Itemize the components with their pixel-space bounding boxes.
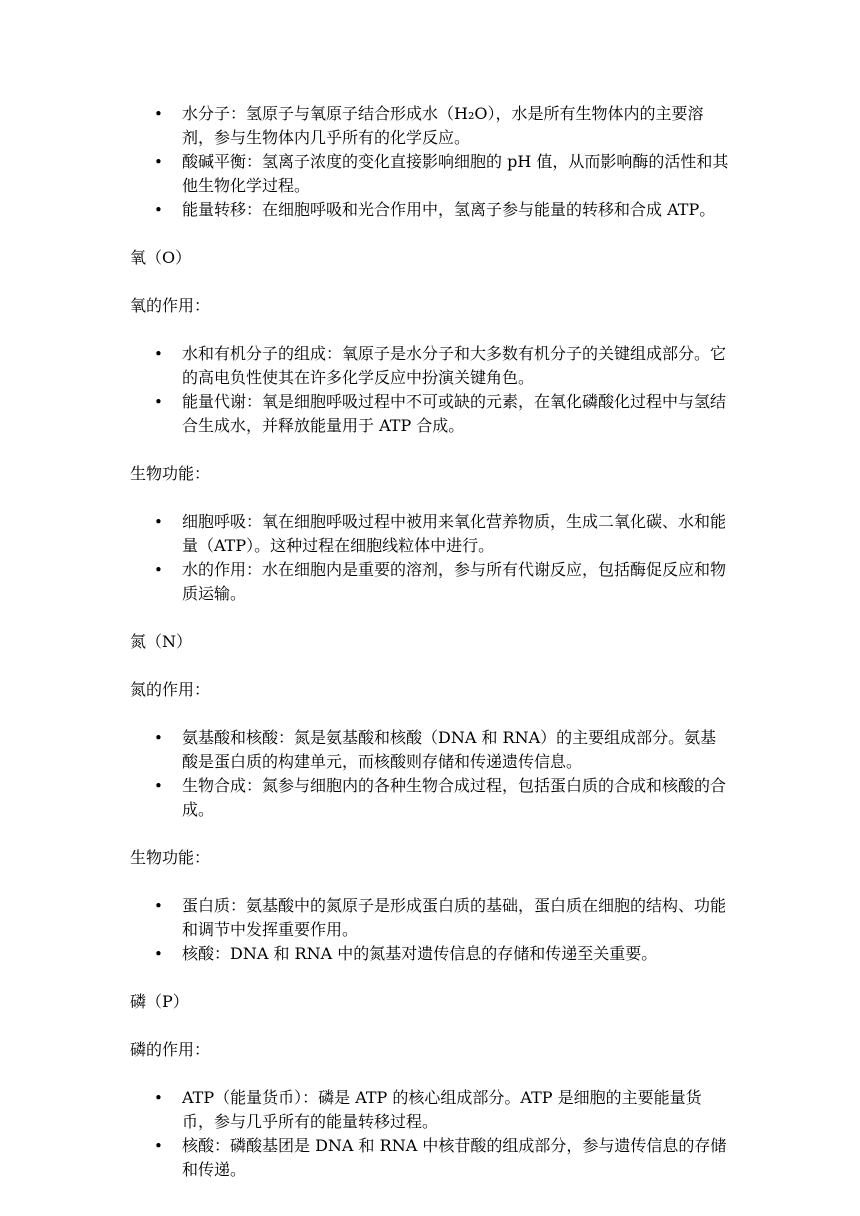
bullet-icon: •	[154, 105, 163, 123]
bullet-icon: •	[154, 393, 163, 411]
list-item: • 核酸：DNA 和 RNA 中的氮基对遗传信息的存储和传递至关重要。	[182, 942, 730, 966]
section-heading-phosphorus: 磷（P）	[130, 992, 189, 1011]
nitrogen-function-label: 生物功能：	[130, 848, 211, 867]
bullet-icon: •	[154, 945, 163, 963]
hydrogen-list	[130, 102, 730, 222]
list-item: • 生物合成：氮参与细胞内的各种生物合成过程，包括蛋白质的合成和核酸的合成。	[154, 776, 727, 819]
nitrogen-role-label: 氮的作用：	[130, 680, 211, 699]
bullet-icon: •	[154, 1137, 163, 1155]
list-item: • ATP（能量货币）：磷是 ATP 的核心组成部分。ATP 是细胞的主要能量货币，参与几乎所有的能量转移过程。	[154, 1088, 702, 1131]
list-item: • 水和有机分子的组成：氧原子是水分子和大多数有机分子的关键组成部分。它的高电负性使其在许多化学反应中扮演关键角色。	[154, 344, 727, 387]
list-item: • 水的作用：水在细胞内是重要的溶剂，参与所有代谢反应，包括酶促反应和物质运输。	[154, 560, 727, 603]
nitrogen-role-list	[130, 726, 730, 822]
bullet-icon: •	[154, 345, 163, 363]
bullet-icon: •	[154, 513, 163, 531]
oxygen-function-list	[130, 510, 730, 606]
list-item: • 蛋白质：氨基酸中的氮原子是形成蛋白质的基础，蛋白质在细胞的结构、功能和调节中发挥重要作用。	[154, 896, 727, 939]
list-item: • 酸碱平衡：氢离子浓度的变化直接影响细胞的 pH 值，从而影响酶的活性和其他生物化学过程。	[154, 152, 729, 195]
list-item: • 能量转移：在细胞呼吸和光合作用中，氢离子参与能量的转移和合成 ATP。	[182, 198, 730, 222]
oxygen-role-list	[130, 342, 730, 438]
list-item: • 细胞呼吸：氧在细胞呼吸过程中被用来氧化营养物质，生成二氧化碳、水和能量（ATP）。这种过程在细胞线粒体中进行。	[154, 512, 727, 555]
oxygen-function-label: 生物功能：	[130, 464, 211, 483]
bullet-icon: •	[154, 777, 163, 795]
bullet-icon: •	[154, 729, 163, 747]
bullet-icon: •	[154, 153, 163, 171]
bullet-icon: •	[154, 897, 163, 915]
document-content	[130, 102, 730, 1182]
section-heading-nitrogen: 氮（N）	[130, 632, 193, 651]
phosphorus-role-list	[130, 1086, 730, 1182]
bullet-icon: •	[154, 201, 163, 219]
list-item: • 核酸：磷酸基团是 DNA 和 RNA 中核苷酸的组成部分，参与遗传信息的存储和传递。	[154, 1136, 727, 1179]
list-item: • 水分子：氢原子与氧原子结合形成水（H₂O），水是所有生物体内的主要溶剂，参与生物体内几乎所有的化学反应。	[154, 104, 704, 147]
phosphorus-role-label: 磷的作用：	[130, 1040, 211, 1059]
list-item: • 能量代谢：氧是细胞呼吸过程中不可或缺的元素，在氧化磷酸化过程中与氢结合生成水，并释放能量用于 ATP 合成。	[154, 392, 727, 435]
nitrogen-function-list	[130, 894, 730, 966]
oxygen-role-label: 氧的作用：	[130, 296, 211, 315]
bullet-icon: •	[154, 561, 163, 579]
list-item: • 氨基酸和核酸：氮是氨基酸和核酸（DNA 和 RNA）的主要组成部分。氨基酸是蛋白质的构建单元，而核酸则存储和传递遗传信息。	[154, 728, 717, 771]
bullet-icon: •	[154, 1089, 163, 1107]
section-heading-oxygen: 氧（O）	[130, 248, 192, 267]
